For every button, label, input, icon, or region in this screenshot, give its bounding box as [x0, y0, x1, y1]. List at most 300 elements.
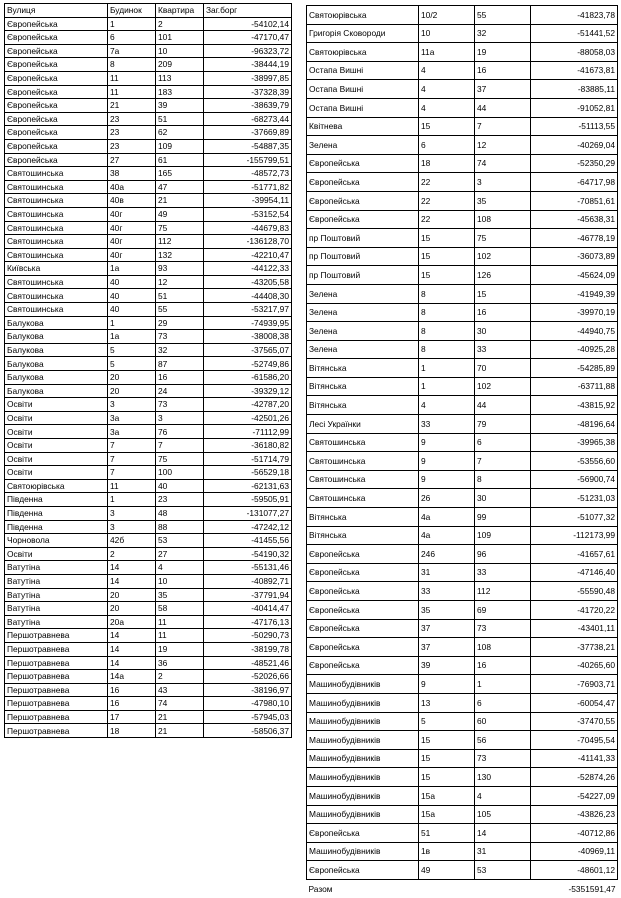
cell-building: 35 — [419, 601, 475, 620]
table-row — [5, 275, 292, 289]
table-row — [5, 31, 292, 45]
cell-building: 15 — [419, 731, 475, 750]
cell-street: Зелена — [307, 136, 419, 155]
table-row — [5, 411, 292, 425]
cell-debt: -38444,19 — [204, 58, 292, 72]
cell-building: 7 — [108, 466, 156, 480]
cell-street: пр Поштовий — [307, 266, 419, 285]
cell-building: 27 — [108, 153, 156, 167]
cell-debt: -88058,03 — [531, 43, 618, 62]
table-row — [307, 805, 618, 824]
table-row — [307, 6, 618, 25]
cell-debt: -43815,92 — [531, 396, 618, 415]
cell-apartment: 39 — [156, 99, 204, 113]
cell-street: Машинобудівників — [307, 805, 419, 824]
cell-debt: -37791,94 — [204, 588, 292, 602]
table-row — [307, 731, 618, 750]
cell-building: 15 — [419, 117, 475, 136]
cell-street: Григорія Сковороди — [307, 24, 419, 43]
cell-building: 16 — [108, 697, 156, 711]
cell-building: 11 — [108, 479, 156, 493]
cell-building: 9 — [419, 452, 475, 471]
cell-debt: -40414,47 — [204, 602, 292, 616]
cell-building: 7а — [108, 44, 156, 58]
cell-apartment: 96 — [475, 545, 531, 564]
cell-building: 8 — [419, 340, 475, 359]
cell-building: 23 — [108, 112, 156, 126]
cell-street: Європейська — [307, 656, 419, 675]
cell-apartment: 51 — [156, 112, 204, 126]
cell-debt: -47242,12 — [204, 520, 292, 534]
cell-debt: -40269,04 — [531, 136, 618, 155]
cell-building: 4 — [419, 98, 475, 117]
cell-building: 1 — [108, 493, 156, 507]
cell-building: 16 — [108, 683, 156, 697]
cell-street: Освіти — [5, 439, 108, 453]
cell-debt: -38196,97 — [204, 683, 292, 697]
cell-debt: -68273,44 — [204, 112, 292, 126]
cell-debt: -40712,86 — [531, 824, 618, 843]
cell-building: 22 — [419, 191, 475, 210]
cell-building: 4 — [419, 61, 475, 80]
cell-apartment: 132 — [156, 248, 204, 262]
cell-building: 1 — [108, 17, 156, 31]
cell-building: 20 — [108, 371, 156, 385]
cell-street: Балукова — [5, 330, 108, 344]
cell-building: 21 — [108, 99, 156, 113]
cell-debt: -39965,38 — [531, 433, 618, 452]
cell-debt: -96323,72 — [204, 44, 292, 58]
cell-street: Святошинська — [5, 207, 108, 221]
cell-building: 15 — [419, 749, 475, 768]
cell-street: Освіти — [5, 425, 108, 439]
cell-street: Європейська — [5, 153, 108, 167]
cell-debt: -38639,79 — [204, 99, 292, 113]
cell-apartment: 7 — [156, 439, 204, 453]
cell-building: 1 — [108, 316, 156, 330]
table-row — [307, 675, 618, 694]
cell-building: 22 — [419, 210, 475, 229]
table-row — [5, 398, 292, 412]
cell-apartment: 32 — [475, 24, 531, 43]
cell-debt: -44122,33 — [204, 262, 292, 276]
cell-apartment: 16 — [475, 656, 531, 675]
cell-apartment: 21 — [156, 710, 204, 724]
cell-building: 11 — [108, 85, 156, 99]
table-row — [5, 602, 292, 616]
cell-street: Остапа Вишні — [307, 80, 419, 99]
cell-debt: -58506,37 — [204, 724, 292, 738]
table-row — [307, 470, 618, 489]
table-row — [307, 322, 618, 341]
cell-debt: -41673,81 — [531, 61, 618, 80]
cell-apartment: 19 — [156, 642, 204, 656]
cell-apartment: 75 — [475, 229, 531, 248]
cell-debt: -43205,58 — [204, 275, 292, 289]
table-row — [307, 173, 618, 192]
cell-debt: -48572,73 — [204, 167, 292, 181]
table-row — [5, 452, 292, 466]
cell-street: Європейська — [5, 58, 108, 72]
cell-debt: -53556,60 — [531, 452, 618, 471]
cell-apartment: 2 — [156, 17, 204, 31]
cell-debt: -51771,82 — [204, 180, 292, 194]
table-row — [5, 112, 292, 126]
cell-apartment: 19 — [475, 43, 531, 62]
table-row — [307, 247, 618, 266]
cell-debt: -62131,63 — [204, 479, 292, 493]
cell-debt: -53152,54 — [204, 207, 292, 221]
cell-street: Святошинська — [5, 248, 108, 262]
cell-street: Європейська — [5, 31, 108, 45]
cell-debt: -43401,11 — [531, 619, 618, 638]
cell-debt: -45624,09 — [531, 266, 618, 285]
cell-building: 9 — [419, 675, 475, 694]
cell-debt: -70495,54 — [531, 731, 618, 750]
cell-apartment: 69 — [475, 601, 531, 620]
cell-debt: -44408,30 — [204, 289, 292, 303]
table-row — [5, 710, 292, 724]
table-row — [5, 85, 292, 99]
cell-street: Машинобудівників — [307, 749, 419, 768]
cell-apartment: 44 — [475, 98, 531, 117]
cell-building: 1 — [419, 377, 475, 396]
cell-building: 49 — [419, 861, 475, 880]
cell-apartment: 55 — [156, 303, 204, 317]
cell-building: 37 — [419, 619, 475, 638]
cell-apartment: 112 — [475, 582, 531, 601]
cell-street: Святошинська — [5, 167, 108, 181]
cell-debt: -41823,78 — [531, 6, 618, 25]
cell-street: Європейська — [5, 44, 108, 58]
cell-building: 4а — [419, 526, 475, 545]
cell-debt: -56529,18 — [204, 466, 292, 480]
cell-apartment: 88 — [156, 520, 204, 534]
cell-debt: -46778,19 — [531, 229, 618, 248]
table-row — [5, 670, 292, 684]
cell-apartment: 53 — [156, 534, 204, 548]
cell-street: Зелена — [307, 340, 419, 359]
cell-street: Європейська — [307, 210, 419, 229]
cell-debt: -41141,33 — [531, 749, 618, 768]
cell-debt: -64717,98 — [531, 173, 618, 192]
cell-building: 15а — [419, 786, 475, 805]
cell-apartment: 105 — [475, 805, 531, 824]
cell-apartment: 12 — [475, 136, 531, 155]
cell-building: 40г — [108, 248, 156, 262]
cell-debt: -131077,27 — [204, 506, 292, 520]
table-row — [5, 126, 292, 140]
cell-street: Машинобудівників — [307, 768, 419, 787]
cell-street: Машинобудівників — [307, 731, 419, 750]
cell-street: Першотравнева — [5, 670, 108, 684]
table-row — [307, 433, 618, 452]
cell-street: Європейська — [307, 601, 419, 620]
cell-debt: -47146,40 — [531, 563, 618, 582]
cell-apartment: 15 — [475, 284, 531, 303]
cell-apartment: 75 — [156, 221, 204, 235]
cell-debt: -53217,97 — [204, 303, 292, 317]
cell-debt: -41657,61 — [531, 545, 618, 564]
table-row — [307, 582, 618, 601]
cell-building: 39 — [419, 656, 475, 675]
table-row — [307, 415, 618, 434]
cell-building: 23 — [108, 126, 156, 140]
cell-debt: -57945,03 — [204, 710, 292, 724]
cell-apartment: 30 — [475, 322, 531, 341]
cell-apartment: 8 — [475, 470, 531, 489]
cell-street: Європейська — [5, 17, 108, 31]
table-row — [5, 221, 292, 235]
cell-building: 42б — [108, 534, 156, 548]
cell-debt: -39329,12 — [204, 384, 292, 398]
cell-street: Зелена — [307, 303, 419, 322]
cell-street: Європейська — [307, 563, 419, 582]
cell-debt: -39970,19 — [531, 303, 618, 322]
cell-street: Першотравнева — [5, 629, 108, 643]
cell-building: 14 — [108, 656, 156, 670]
cell-debt: -56900,74 — [531, 470, 618, 489]
cell-street: Зелена — [307, 284, 419, 303]
cell-street: Освіти — [5, 411, 108, 425]
table-row — [307, 266, 618, 285]
debt-table-left — [4, 3, 292, 738]
cell-building: 9 — [419, 470, 475, 489]
cell-street: Квітнева — [307, 117, 419, 136]
cell-street: Машинобудівників — [307, 712, 419, 731]
cell-street: Вітянська — [307, 526, 419, 545]
cell-debt: -41720,22 — [531, 601, 618, 620]
cell-street: Першотравнева — [5, 683, 108, 697]
cell-debt: -52350,29 — [531, 154, 618, 173]
table-row — [5, 697, 292, 711]
cell-apartment: 56 — [475, 731, 531, 750]
table-row — [5, 588, 292, 602]
cell-building: 5 — [108, 343, 156, 357]
cell-debt: -61586,20 — [204, 371, 292, 385]
cell-debt: -51231,03 — [531, 489, 618, 508]
cell-apartment: 130 — [475, 768, 531, 787]
cell-building: 15а — [419, 805, 475, 824]
cell-debt: -70851,61 — [531, 191, 618, 210]
cell-street: Першотравнева — [5, 656, 108, 670]
cell-debt: -54190,32 — [204, 547, 292, 561]
cell-street: Чорновола — [5, 534, 108, 548]
cell-apartment: 29 — [156, 316, 204, 330]
cell-building: 33 — [419, 582, 475, 601]
table-row — [5, 139, 292, 153]
table-row — [307, 526, 618, 545]
table-row — [307, 824, 618, 843]
cell-debt: -51077,32 — [531, 508, 618, 527]
cell-apartment: 53 — [475, 861, 531, 880]
cell-street: Остапа Вишні — [307, 98, 419, 117]
table-row — [307, 712, 618, 731]
cell-street: Лесі Українки — [307, 415, 419, 434]
cell-debt: -51113,55 — [531, 117, 618, 136]
cell-apartment: 108 — [475, 210, 531, 229]
cell-building: 3 — [108, 398, 156, 412]
cell-apartment: 102 — [475, 377, 531, 396]
cell-apartment: 126 — [475, 266, 531, 285]
cell-street: Європейська — [5, 71, 108, 85]
cell-apartment: 60 — [475, 712, 531, 731]
cell-debt: -112173,99 — [531, 526, 618, 545]
cell-street: Європейська — [5, 139, 108, 153]
cell-street: пр Поштовий — [307, 229, 419, 248]
cell-debt: -44940,75 — [531, 322, 618, 341]
cell-building: 3 — [108, 506, 156, 520]
table-row — [5, 642, 292, 656]
cell-building: 23 — [108, 139, 156, 153]
cell-debt: -37565,07 — [204, 343, 292, 357]
cell-apartment: 74 — [156, 697, 204, 711]
cell-building: 31 — [419, 563, 475, 582]
cell-apartment: 11 — [156, 615, 204, 629]
cell-debt: -37738,21 — [531, 638, 618, 657]
cell-apartment: 35 — [475, 191, 531, 210]
table-row — [5, 248, 292, 262]
cell-debt: -51714,79 — [204, 452, 292, 466]
cell-debt: -38199,78 — [204, 642, 292, 656]
table-row — [5, 303, 292, 317]
cell-debt: -83885,11 — [531, 80, 618, 99]
table-row — [5, 656, 292, 670]
cell-street: Балукова — [5, 371, 108, 385]
cell-street: Вітянська — [307, 396, 419, 415]
cell-building: 10 — [419, 24, 475, 43]
cell-apartment: 61 — [156, 153, 204, 167]
cell-building: 1в — [419, 842, 475, 861]
cell-building: 246 — [419, 545, 475, 564]
cell-debt: -42787,20 — [204, 398, 292, 412]
cell-building: 20а — [108, 615, 156, 629]
cell-apartment: 7 — [475, 117, 531, 136]
cell-building: 18 — [108, 724, 156, 738]
cell-building: 11а — [419, 43, 475, 62]
cell-street: Першотравнева — [5, 710, 108, 724]
cell-apartment: 209 — [156, 58, 204, 72]
cell-street: Святошинська — [5, 275, 108, 289]
cell-apartment: 109 — [156, 139, 204, 153]
cell-apartment: 44 — [475, 396, 531, 415]
cell-debt: -51441,52 — [531, 24, 618, 43]
table-row — [307, 786, 618, 805]
cell-building: 14 — [108, 629, 156, 643]
cell-apartment: 1 — [475, 675, 531, 694]
table-row — [5, 466, 292, 480]
cell-apartment: 55 — [475, 6, 531, 25]
cell-debt: -54227,09 — [531, 786, 618, 805]
cell-street: Святошинська — [307, 433, 419, 452]
cell-street: Європейська — [307, 582, 419, 601]
table-row — [307, 210, 618, 229]
cell-street: Ватутіна — [5, 588, 108, 602]
cell-debt: -52749,86 — [204, 357, 292, 371]
cell-street: Освіти — [5, 547, 108, 561]
table-row — [5, 316, 292, 330]
cell-street: Освіти — [5, 452, 108, 466]
table-row — [307, 396, 618, 415]
total-value: -5351591,47 — [568, 883, 616, 894]
cell-street: Європейська — [307, 191, 419, 210]
cell-debt: -155799,51 — [204, 153, 292, 167]
cell-building: 3а — [108, 411, 156, 425]
cell-apartment: 75 — [156, 452, 204, 466]
cell-debt: -47170,47 — [204, 31, 292, 45]
cell-building: 14 — [108, 561, 156, 575]
cell-debt: -40892,71 — [204, 574, 292, 588]
cell-debt: -38997,85 — [204, 71, 292, 85]
cell-apartment: 37 — [475, 80, 531, 99]
cell-building: 40г — [108, 221, 156, 235]
cell-apartment: 31 — [475, 842, 531, 861]
cell-building: 8 — [108, 58, 156, 72]
cell-debt: -54887,35 — [204, 139, 292, 153]
cell-street: Святошинська — [307, 489, 419, 508]
cell-street: Європейська — [307, 861, 419, 880]
table-row — [5, 371, 292, 385]
cell-debt: -63711,88 — [531, 377, 618, 396]
table-row — [5, 561, 292, 575]
cell-street: Європейська — [5, 99, 108, 113]
table-row — [5, 629, 292, 643]
table-row — [5, 683, 292, 697]
cell-building: 17 — [108, 710, 156, 724]
cell-building: 40а — [108, 180, 156, 194]
cell-debt: -38008,38 — [204, 330, 292, 344]
table-header-row — [5, 4, 292, 18]
cell-building: 1 — [419, 359, 475, 378]
cell-apartment: 183 — [156, 85, 204, 99]
table-row — [307, 61, 618, 80]
cell-apartment: 21 — [156, 724, 204, 738]
table-row — [307, 303, 618, 322]
table-row — [307, 601, 618, 620]
cell-apartment: 112 — [156, 235, 204, 249]
header-apartment: Квартира — [156, 4, 204, 18]
table-row — [5, 615, 292, 629]
table-row — [5, 343, 292, 357]
table-row — [307, 563, 618, 582]
cell-apartment: 73 — [475, 619, 531, 638]
table-row — [307, 359, 618, 378]
cell-street: Європейська — [5, 126, 108, 140]
cell-street: Святошинська — [5, 235, 108, 249]
cell-street: Святошинська — [5, 221, 108, 235]
cell-apartment: 109 — [475, 526, 531, 545]
cell-debt: -52026,66 — [204, 670, 292, 684]
header-street: Вулиця — [5, 4, 108, 18]
cell-debt: -43826,23 — [531, 805, 618, 824]
cell-debt: -48601,12 — [531, 861, 618, 880]
table-row — [5, 357, 292, 371]
table-row — [5, 194, 292, 208]
table-row — [5, 235, 292, 249]
cell-debt: -42210,47 — [204, 248, 292, 262]
cell-apartment: 79 — [475, 415, 531, 434]
cell-building: 15 — [419, 247, 475, 266]
cell-building: 3 — [108, 520, 156, 534]
table-row — [5, 547, 292, 561]
table-row — [307, 229, 618, 248]
table-row — [307, 452, 618, 471]
cell-building: 1а — [108, 262, 156, 276]
cell-apartment: 4 — [156, 561, 204, 575]
cell-building: 40г — [108, 235, 156, 249]
table-row — [307, 43, 618, 62]
cell-debt: -37328,39 — [204, 85, 292, 99]
